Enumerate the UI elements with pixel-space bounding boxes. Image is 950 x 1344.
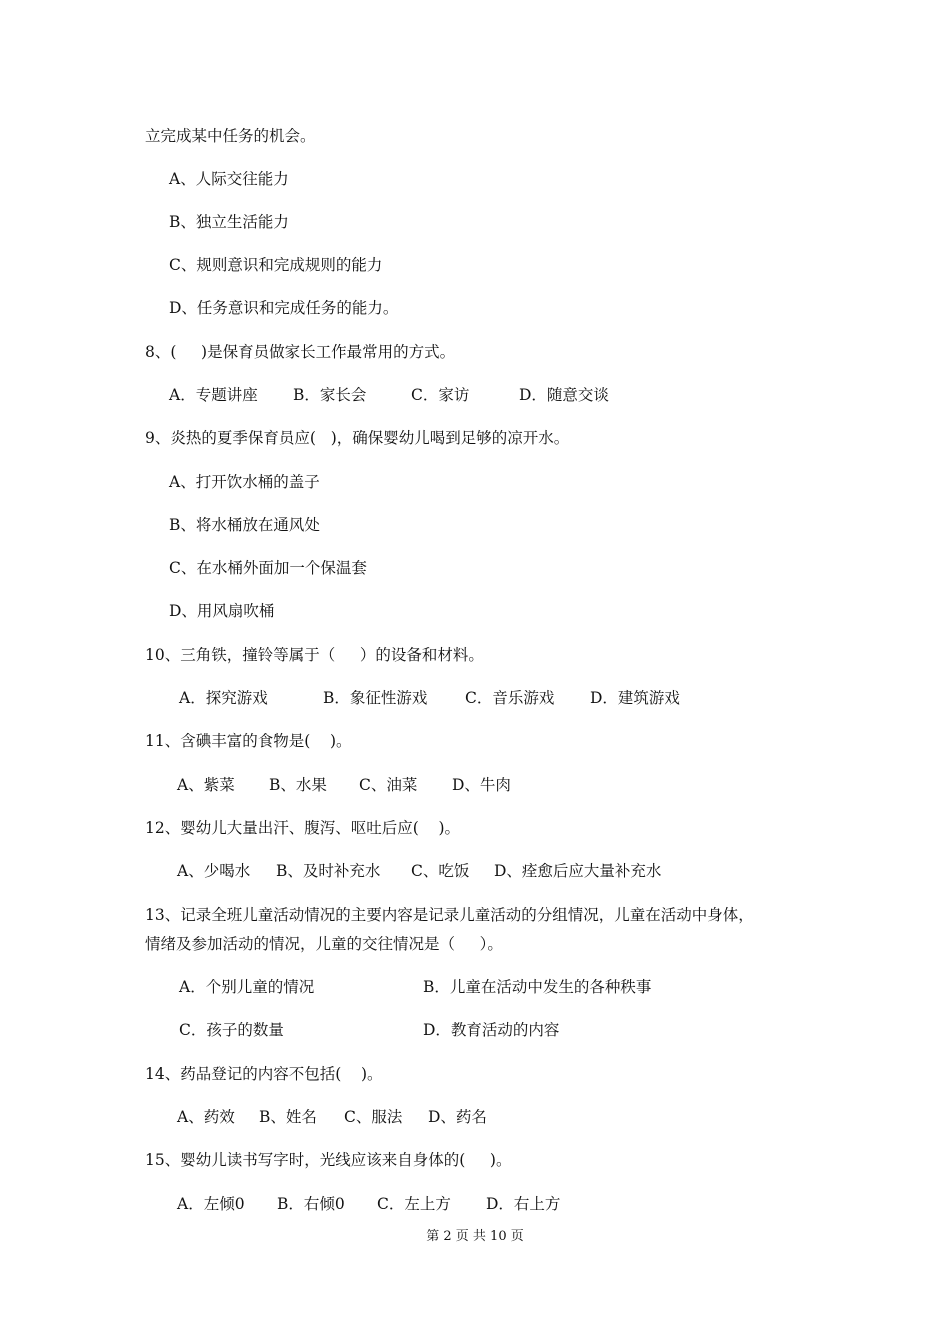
option-c: C．左上方: [377, 1195, 451, 1213]
option-a: A、药效: [177, 1108, 235, 1126]
question-9: 9、炎热的夏季保育员应( )，确保婴幼儿喝到足够的凉开水。: [145, 429, 570, 447]
option-d: D、用风扇吹桶: [169, 602, 275, 620]
option-b: B．家长会: [293, 386, 367, 404]
option-b: B．右倾0: [277, 1195, 345, 1213]
option-d: D、任务意识和完成任务的能力。: [169, 299, 399, 317]
question-13-continued: 情绪及参加活动的情况，儿童的交往情况是（ ）。: [145, 935, 503, 953]
option-b: B、姓名: [259, 1108, 317, 1126]
question-13: 13、记录全班儿童活动情况的主要内容是记录儿童活动的分组情况，儿童在活动中身体，: [145, 906, 754, 924]
option-b: B、水果: [269, 776, 327, 794]
option-a: A．专题讲座: [169, 386, 258, 404]
option-a: A．探究游戏: [179, 689, 268, 707]
option-d: D．教育活动的内容: [423, 1021, 560, 1039]
option-d: D．建筑游戏: [590, 689, 680, 707]
option-c: C、油菜: [359, 776, 418, 794]
option-c: C．孩子的数量: [179, 1021, 284, 1039]
option-c: C、吃饭: [411, 862, 470, 880]
question-12: 12、婴幼儿大量出汗、腹泻、呕吐后应( )。: [145, 819, 461, 837]
option-c: C．音乐游戏: [465, 689, 555, 707]
option-b: B、及时补充水: [276, 862, 381, 880]
option-c: C．家访: [411, 386, 470, 404]
question-8: 8、( )是保育员做家长工作最常用的方式。: [145, 343, 456, 361]
question-11: 11、含碘丰富的食物是( )。: [145, 732, 352, 750]
option-d: D．随意交谈: [519, 386, 609, 404]
text-line: 立完成某中任务的机会。: [145, 127, 316, 145]
option-b: B、独立生活能力: [169, 213, 289, 231]
question-10: 10、三角铁，撞铃等属于（ ）的设备和材料。: [145, 646, 484, 664]
option-d: D、牛肉: [452, 776, 511, 794]
question-14: 14、药品登记的内容不包括( )。: [145, 1065, 383, 1083]
option-d: D．右上方: [486, 1195, 561, 1213]
option-c: C、在水桶外面加一个保温套: [169, 559, 367, 577]
option-d: D、药名: [428, 1108, 487, 1126]
option-b: B、将水桶放在通风处: [169, 516, 320, 534]
page-footer: 第 2 页 共 10 页: [426, 1229, 524, 1244]
option-a: A、紫菜: [177, 776, 235, 794]
option-a: A．个别儿童的情况: [179, 978, 315, 996]
option-d: D、痊愈后应大量补充水: [494, 862, 662, 880]
option-a: A．左倾0: [177, 1195, 245, 1213]
option-a: A、打开饮水桶的盖子: [169, 473, 320, 491]
option-a: A、人际交往能力: [169, 170, 289, 188]
option-b: B．象征性游戏: [323, 689, 428, 707]
option-b: B．儿童在活动中发生的各种秩事: [423, 978, 652, 996]
option-a: A、少喝水: [177, 862, 251, 880]
option-c: C、服法: [344, 1108, 403, 1126]
option-c: C、规则意识和完成规则的能力: [169, 256, 383, 274]
question-15: 15、婴幼儿读书写字时，光线应该来自身体的( )。: [145, 1151, 512, 1169]
